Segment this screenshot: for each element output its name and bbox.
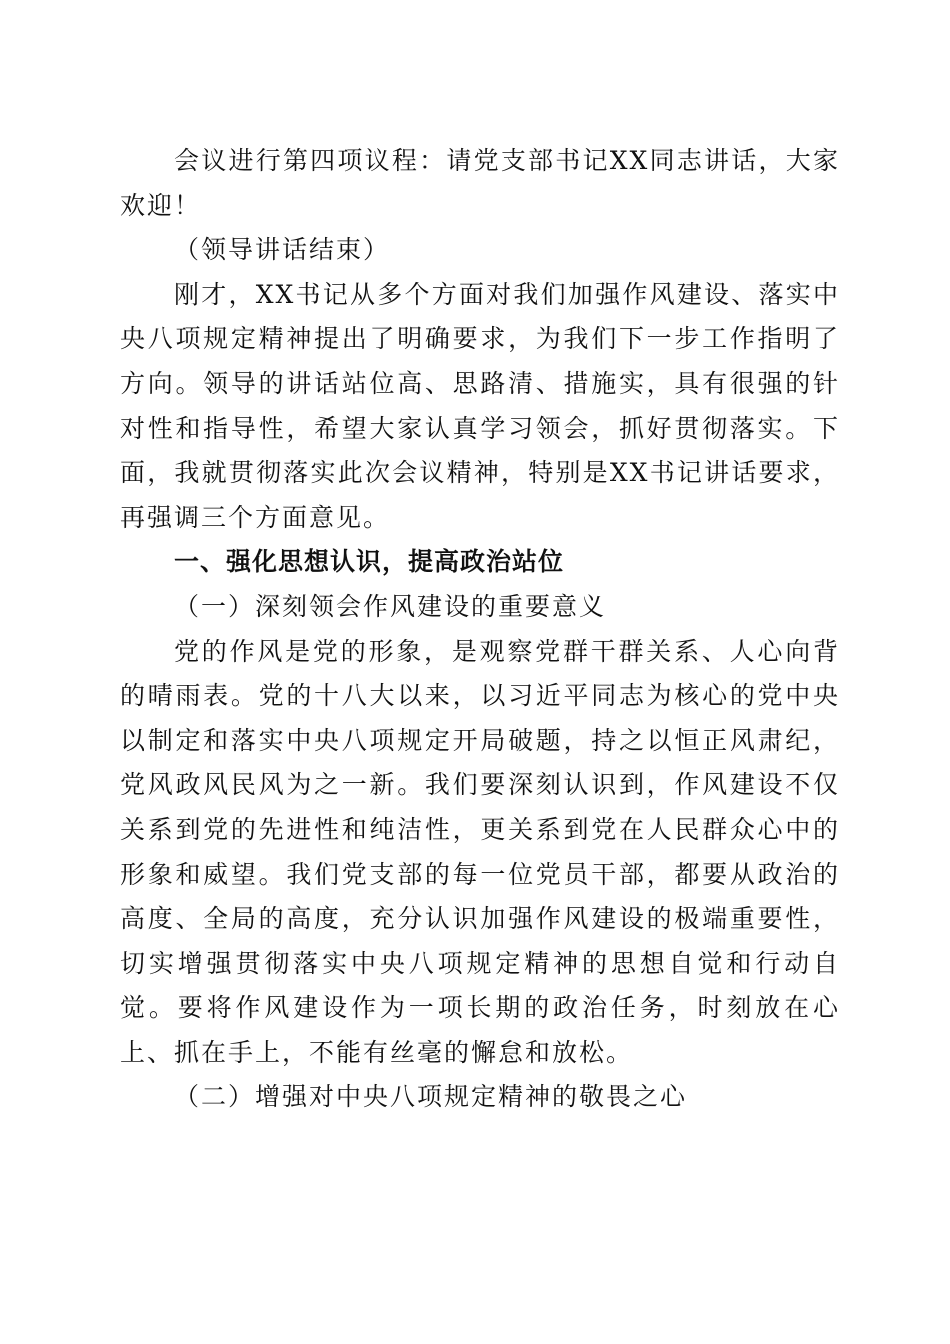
paragraph-party-style: 党的作风是党的形象，是观察党群干群关系、人心向背的晴雨表。党的十八大以来，以习近平同志为核心的党中央以制定和落实中央八项规定开局破题，持之以恒正风肃纪，党风政风民风为之一新。我们要深刻认识到，作风建设不仅关系到党的先进性和纯洁性，更关系到党在人民群众心中的形象和威望。我们党支部的每一位党员干部，都要从政治的高度、全局的高度，充分认识加强作风建设的极端重要性，切实增强贯彻落实中央八项规定精神的思想自觉和行动自觉。要将作风建设作为一项长期的政治任务，时刻放在心上、抓在手上，不能有丝毫的懈怠和放松。 (120, 636, 840, 1067)
section-heading-1: 一、强化思想认识，提高政治站位 (174, 547, 565, 577)
paragraph-summary: 刚才，XX书记从多个方面对我们加强作风建设、落实中央八项规定精神提出了明确要求，为我们下一步工作指明了方向。领导的讲话站位高、思路清、措施实，具有很强的针对性和指导性，希望大家认真学习领会，抓好贯彻落实。下面，我就贯彻落实此次会议精神，特别是XX书记讲话要求，再强调三个方面意见。 (120, 279, 840, 532)
paragraph-speech-end-note: （领导讲话结束） (174, 235, 391, 265)
subsection-heading-2: （二）增强对中央八项规定精神的敬畏之心 (174, 1082, 688, 1112)
paragraph-agenda: 会议进行第四项议程：请党支部书记XX同志讲话，大家欢迎！ (120, 146, 840, 220)
subsection-heading-1: （一）深刻领会作风建设的重要意义 (174, 591, 607, 621)
document-body (120, 139, 840, 1120)
